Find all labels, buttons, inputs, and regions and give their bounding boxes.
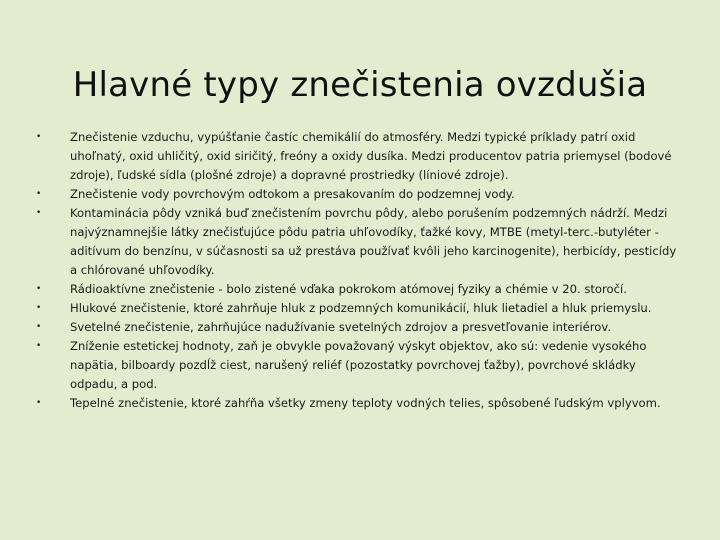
list-item (36, 128, 686, 185)
bullet-icon: • (36, 398, 42, 408)
bullet-icon: • (36, 284, 42, 294)
list-item-text: Svetelné znečistenie, zahrňujúce nadužívanie svetelných zdrojov a presvetľovanie interiérov. (70, 320, 611, 334)
list-item-text: Hlukové znečistenie, ktoré zahrňuje hluk z podzemných komunikácií, hluk lietadiel a hluk priemyslu. (70, 301, 652, 315)
list-item-text: Rádioaktívne znečistenie - bolo zistené vďaka pokrokom atómovej fyziky a chémie v 20. storočí. (70, 282, 627, 296)
bullet-icon: • (36, 341, 42, 351)
bullet-list (36, 128, 686, 413)
bullet-icon: • (36, 189, 42, 199)
list-item-text: Tepelné znečistenie, ktoré zahŕňa všetky zmeny teploty vodných telies, spôsobené ľudským vplyvom. (70, 396, 661, 410)
list-item (36, 185, 686, 204)
list-item-text: Kontaminácia pôdy vzniká buď znečistením povrchu pôdy, alebo porušením podzemných nádrží. Medzi najvýznamnejšie látky znečisťujúce pôdu patria uhľovodíky, ťažké kovy, MTBE (metyl-terc.-butyléter - aditívum do benzínu, v súčasnosti sa už prestáva používať kvôli jeho karcinogenite), herbicídy, pesticídy a chlórované uhľovodíky. (70, 206, 677, 277)
list-item (36, 280, 686, 299)
bullet-icon: • (36, 322, 42, 332)
list-item-text: Znečistenie vody povrchovým odtokom a presakovaním do podzemnej vody. (70, 187, 515, 201)
list-item (36, 318, 686, 337)
list-item (36, 394, 686, 413)
list-item-text: Znečistenie vzduchu, vypúšťanie častíc chemikálií do atmosféry. Medzi typické príklady patrí oxid uhoľnatý, oxid uhličitý, oxid siričitý, freóny a oxidy dusíka. Medzi producentov patria priemysel (bodové zdroje), ľudské sídla (plošné zdroje) a dopravné prostriedky (líniové zdroje). (70, 130, 672, 182)
bullet-icon: • (36, 208, 42, 218)
bullet-icon: • (36, 303, 42, 313)
list-item (36, 299, 686, 318)
list-item (36, 204, 686, 280)
list-item (36, 337, 686, 394)
list-item-text: Zníženie estetickej hodnoty, zaň je obvykle považovaný výskyt objektov, ako sú: vedenie vysokého napätia, bilboardy pozdĺž ciest, narušený reliéf (pozostatky povrchovej ťažby), povrchové skládky odpadu, a pod. (70, 339, 647, 391)
slide-title: Hlavné typy znečistenia ovzdušia (72, 64, 648, 105)
bullet-icon: • (36, 132, 42, 142)
